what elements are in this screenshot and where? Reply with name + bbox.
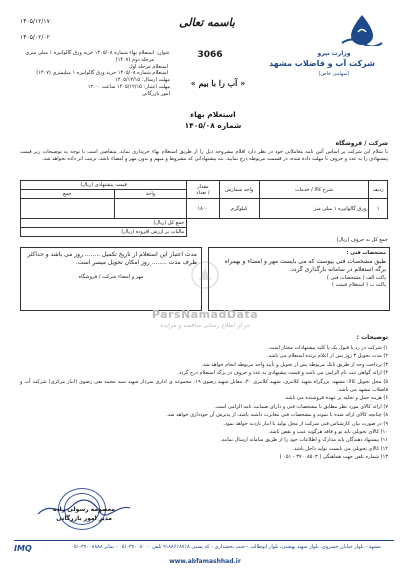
footer-website[interactable]: www.abfamashhad.ir: [169, 558, 241, 565]
list-item: ۹) در صورت نیاز، کارشناس فنی شرکت از محل تولید یا انبار بازدید خواهد نمود.: [223, 420, 388, 427]
list-item: ۱۱) پیشنهاد دهندگان باید مدارک و اطلاعات خود را از طریق سامانه ارسال نمایند.: [220, 437, 388, 444]
company-logo-icon: [338, 12, 386, 46]
list-item: ۱۲) کالای تحویلی می بایست تولید داخل باشد.: [292, 445, 388, 452]
doc-date: ۱۴۰۵/۱۲/۱۷: [20, 18, 50, 25]
watermark-icon: [190, 260, 220, 290]
cell-unit-price[interactable]: [114, 199, 187, 219]
list-item: ۴) ارائه گواهی ثبت نام الزامی می باشد و قیمت پیشنهادی به عدد و حروف در برگه استعلام درج گردد.: [177, 370, 388, 377]
col-unit-price: واحد: [114, 190, 187, 199]
col-row: ردیف: [369, 181, 388, 199]
meta-row: [20, 70, 170, 77]
validity-sign: مهر و امضاء شرکت / فروشگاه: [78, 274, 144, 281]
col-qty-label: مقدار: [197, 183, 209, 190]
vat-spacer: [187, 228, 388, 237]
cell-item: ورق گالوانیزه ۱ میلی متر: [259, 199, 368, 219]
meta-value: ۱۴۰۵/۱۲/۱۵ ساعت ۱۲:۰۰: [87, 83, 142, 90]
meta-row: [20, 91, 170, 98]
meta-label: مهلت اعتبار:: [143, 83, 170, 90]
watermark-line1: ParsNamadData: [151, 308, 259, 321]
cell-row: ۱: [369, 199, 388, 219]
meta-value: استعلام بهاء شماره ۱۴۰۵/۰۸ خرید ورق گالوانیزه ۱ میلی متری مرحله دوم (۱۴۰۷): [25, 50, 155, 63]
footer-address: مشهد - بلوار خیابان خسروی، بلوار شهید بهشتی، بلوار ابوطالب - جنب بخشداری - کد پستی ۹۱۸۸۶۱۸۷۱۸ تلفن ۳۷۰۰۸۰۰۰-۰۵۱ - نمابر ۳۷۰۰۸۸۸۸-۰۵۱: [71, 544, 381, 550]
list-item: ۲) مدت تحویل ۳ روز پس از اعلام برنده استعلام می باشد.: [267, 353, 388, 360]
sum-label: جمع کل (ریال): [21, 219, 187, 228]
col-total: جمع: [21, 190, 115, 199]
meta-label: امور بازرگانی: [142, 90, 170, 97]
tech-text: طبق مشخصات فنی پیوست که می بایست مهر و امضاء و بهمراه برگه استعلام در سامانه بارگذاری گردد.: [224, 257, 386, 273]
footer-divider: [14, 540, 394, 541]
col-unit: واحد شمارش: [219, 181, 259, 199]
company-note: (سهامی خاص): [318, 71, 350, 77]
list-item: ۶) هزینه حمل و تخلیه بر عهده فروشنده می باشد.: [284, 395, 388, 402]
meta-row: [20, 77, 170, 84]
cell-qty: ۱۸۰۰: [187, 199, 219, 219]
list-item: ۷) ارائه کالای مورد نظر مطابق با مشخصات فنی و دارای ضمانت نامه الزامی است.: [214, 403, 388, 410]
signer-name: معصومه رسولی زاده: [53, 506, 115, 513]
tech-box: [208, 247, 390, 311]
col-qty: [187, 181, 219, 199]
signer-title: مدیر امور بازرگانی: [56, 515, 112, 522]
slogan: « آب را با بیم »: [190, 78, 246, 88]
list-item: ۱۰) کالای تحویلی باید نو و فاقد هرگونه عیب و نقص باشد.: [268, 429, 388, 436]
meta-value: استعلام شماره ۱۴۰۵/۰۸ خرید ورق گالوانیزه ۱ میلیمتری (۱۴۰۷): [36, 70, 168, 77]
meta-value: استعلام مرحله اول: [128, 63, 168, 70]
letter-number: 3066: [197, 50, 223, 60]
notes-list: [20, 344, 388, 462]
watermark-line2: مرکز اطلاع رسانی مناقصه و مزایده: [160, 322, 250, 329]
vat-row: [21, 228, 388, 237]
list-item: ۳) پرداخت وجه از طریق بانک مربوطه پس از تحویل و تأیید واحد مربوطه انجام خواهد شد.: [201, 361, 388, 368]
cell-total[interactable]: [21, 199, 115, 219]
list-item: ۸) چنانچه کالای ارائه شده با نمونه و مشخصات فنی مغایرت داشته باشد، از پذیرش آن خودداری خواهد شد.: [166, 412, 388, 419]
meta-row: [20, 50, 170, 64]
meta-label: مهلت ارسال:: [142, 77, 170, 83]
notes-heading: توضیحات :: [356, 334, 388, 341]
vat-label: مالیات بر ارزش افزوده (ریال): [21, 228, 187, 237]
list-item: ۵) محل تحویل کالا: مشهد، بزرگراه شهید کلانتری، شهید کلانتری ۳۰، مقابل شهید رضوی ۱۹، مجموعه ی اداری سردار شهید سید محمد تقی رضوی (انبار مرکزی) شرکت آب و فاضلاب مشهد می باشد.: [20, 378, 389, 394]
letterhead-script: باسمه تعالی: [179, 16, 235, 29]
sum-spacer: [187, 219, 388, 228]
col-item: شرح کالا / خدمات: [259, 181, 368, 199]
table-row: [21, 199, 388, 219]
list-item: ۱) شرکت در رد یا قبول یک یا کلیه پیشنهادات مختار است.: [267, 345, 388, 351]
cell-unit: کیلوگرم: [219, 199, 259, 219]
table-header-row: [21, 181, 388, 190]
validity-box: [20, 247, 202, 311]
inquiry-number: شماره ۱۴۰۵/۰۸: [184, 121, 242, 130]
items-table: [20, 180, 388, 237]
sum-row: [21, 219, 388, 228]
imq-logo: IMQ: [14, 544, 32, 553]
company-name: شرکت آب و فاضلاب مشهد: [269, 59, 375, 68]
pocket-b: پاکت ب ( استعلام قیمت ): [331, 281, 386, 288]
col-price: قیمت پیشنهادی (ریال): [21, 181, 187, 190]
validity-text: مدت اعتبار این استعلام از تاریخ تکمیل ........ روز می باشد و حداکثر ظرف مدت ........ روز امکان تحویل میسر است.: [27, 251, 197, 267]
company-heading: شرکت / فروشگاه: [335, 140, 388, 147]
words-label: جمع کل به حروف (ریال): [336, 237, 388, 243]
meta-row: [20, 84, 170, 91]
list-item: ۱۳) شماره تلفن جهت هماهنگی ( ۳۷۰۰۸۵۰۳ - ۰۵۱ ): [279, 454, 388, 461]
pocket-a: پاکت الف ( مشخصات فنی ): [326, 274, 386, 281]
meta-value: ۱۴۰۵/۱۲/۱۵: [115, 77, 141, 83]
doc-time: ۱۴۰۵/۰۲/۰۲: [20, 34, 50, 41]
inquiry-title: استعلام بهاء: [190, 110, 236, 119]
meta-block: [20, 50, 170, 97]
meta-label: عنوان:: [156, 50, 170, 56]
col-qty-sub: / تعداد: [196, 189, 210, 196]
signature-block: [24, 488, 144, 532]
intro-paragraph: با سلام این شرکت بر اساس آئین نامه معاملاتی خود در نظر دارد اقلام مشروحه ذیل را از طریق استعلام بهاء خریداری نماید. متقاضی است با توجه به توضیحات زیر قیمت پیشنهادی را به عدد و حروف تا مهلت داده شده، در قسمت مربوطه درج نمایید. بنه پیشنهاداتی که مشروط و مبهم و بدون مهر و امضاء باشد، ترتیب اثر داده نخواهد شد.: [20, 149, 388, 162]
ministry-name: وزارت نیرو: [317, 50, 351, 57]
tech-heading: مشخصات فنی :: [346, 250, 386, 256]
